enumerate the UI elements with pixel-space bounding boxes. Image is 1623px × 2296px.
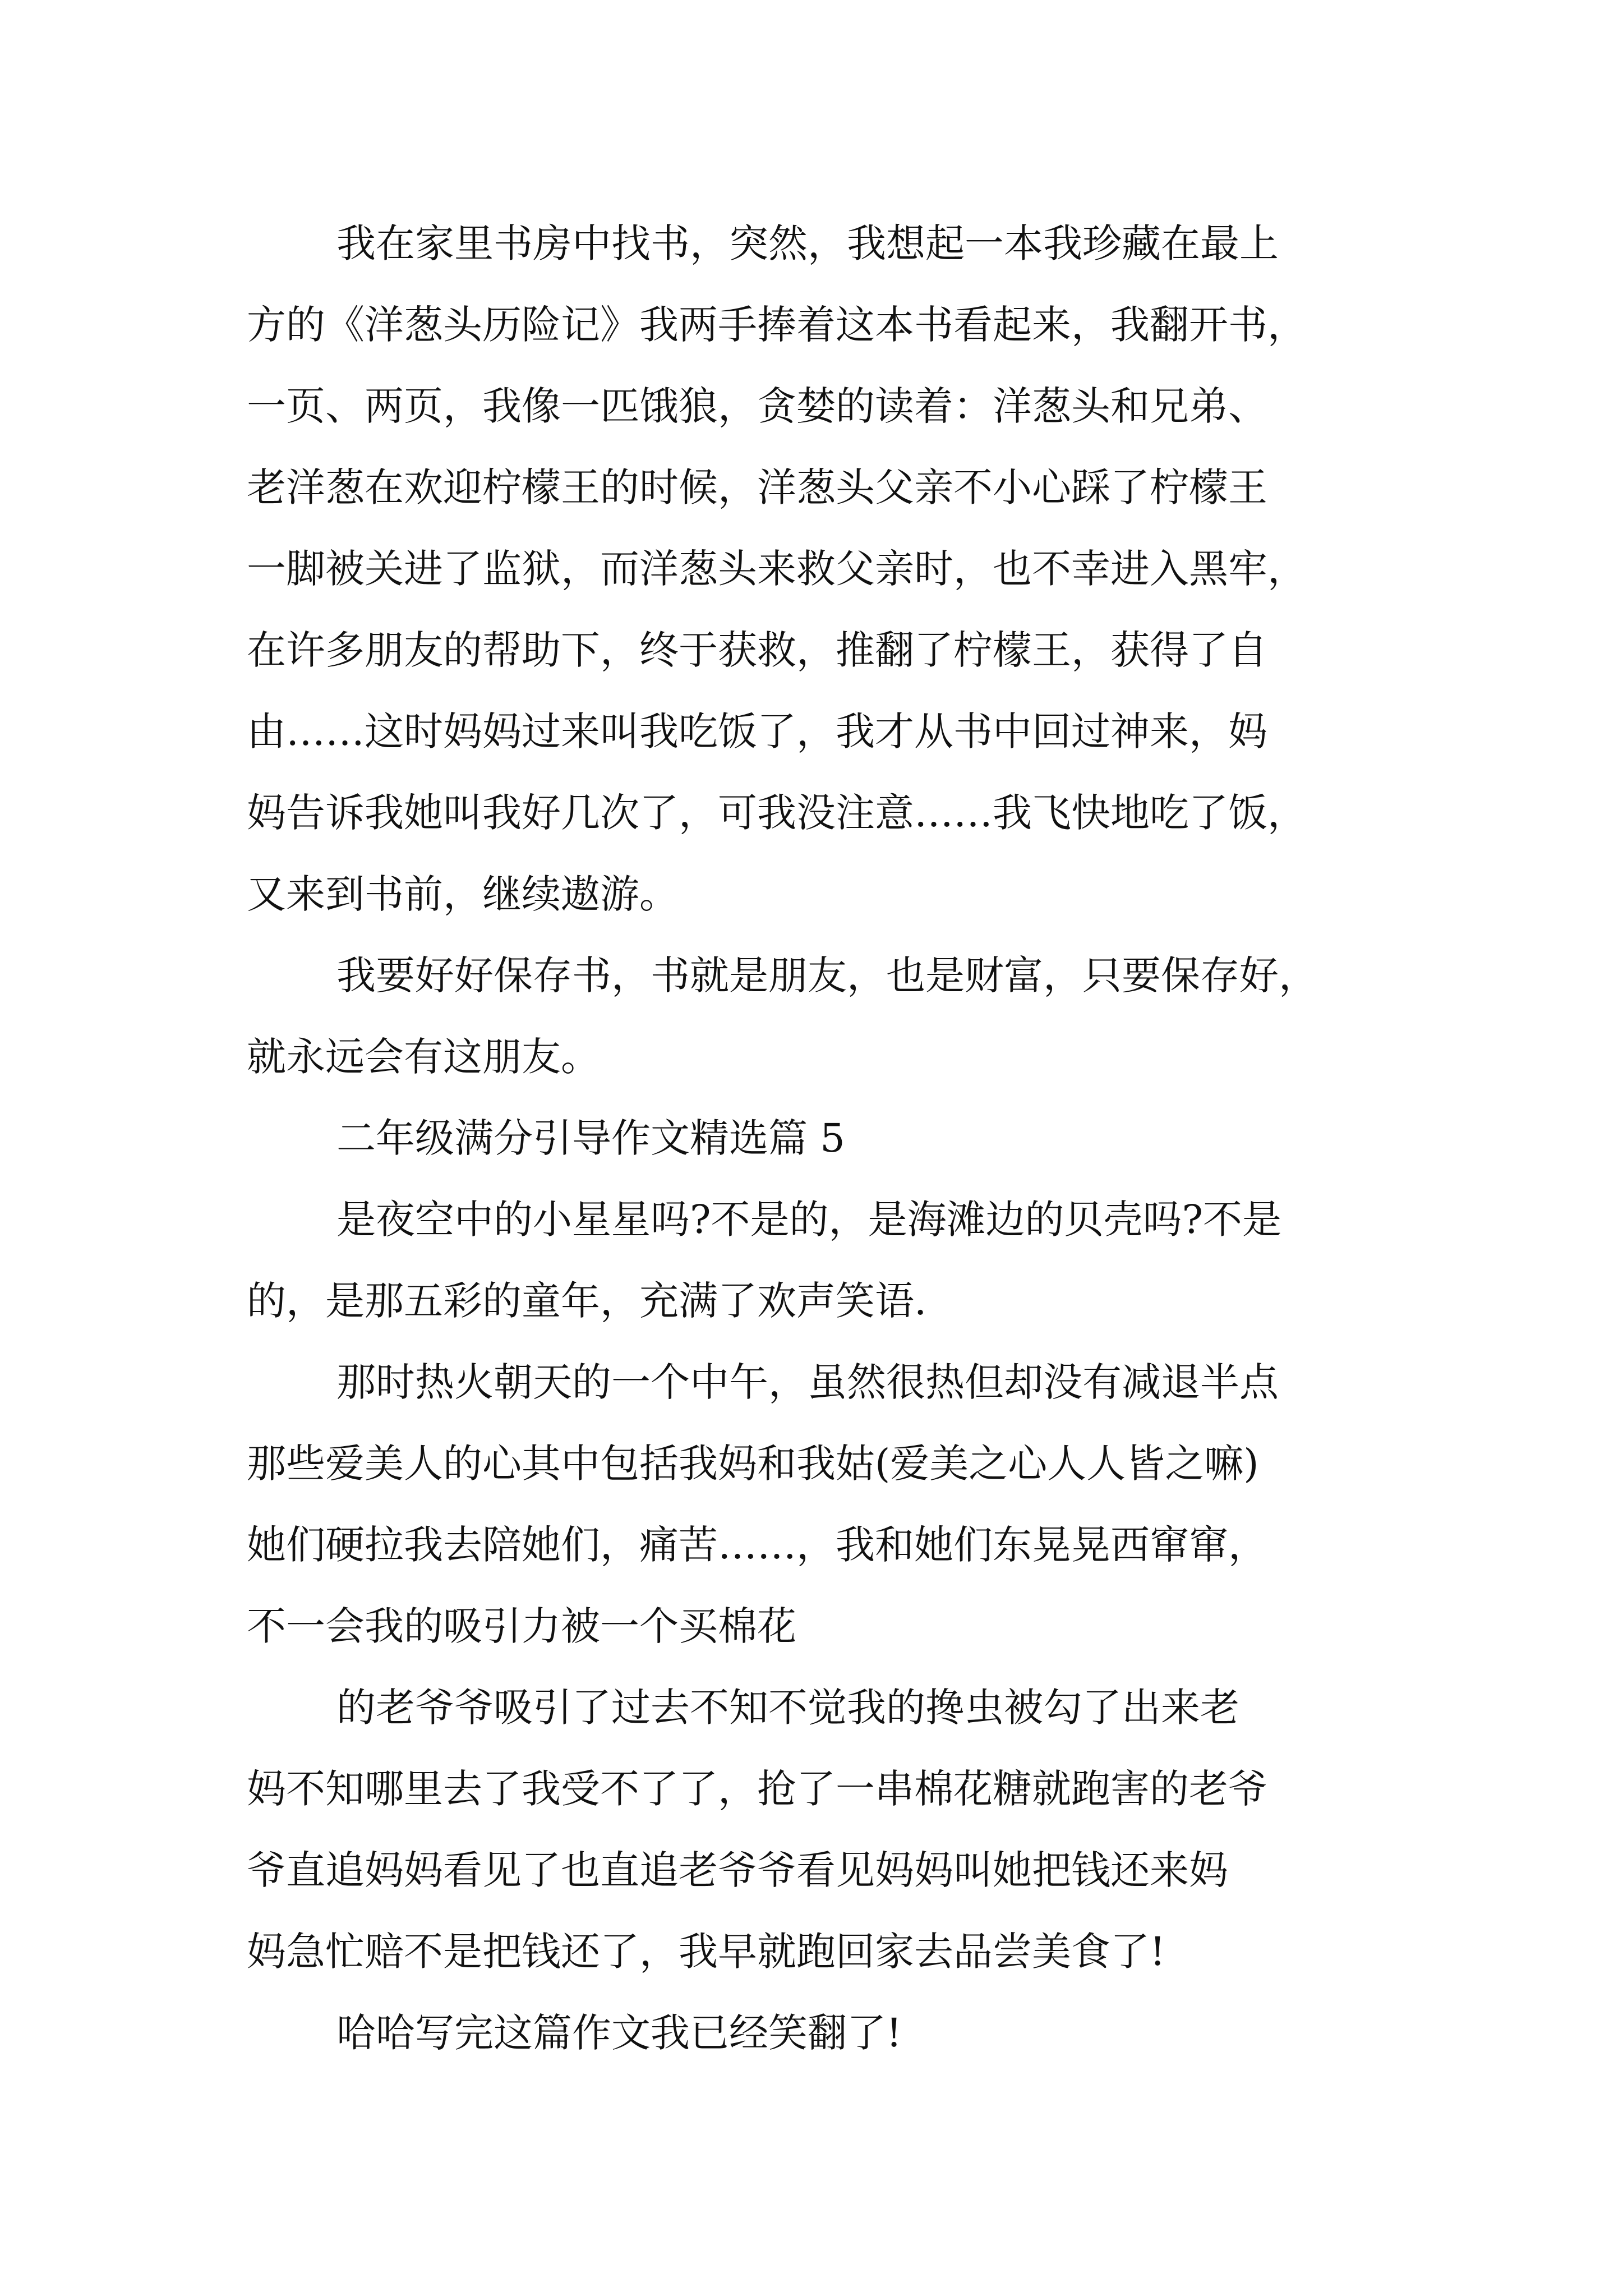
paragraph-1-line-7: 由……这时妈妈过来叫我吃饭了，我才从书中回过神来，妈	[247, 708, 1267, 754]
paragraph-5-line-3: 爷直追妈妈看见了也直追老爷爷看见妈妈叫她把钱还来妈	[247, 1847, 1228, 1893]
paragraph-6-line-1: 哈哈写完这篇作文我已经笑翻了!	[336, 2010, 902, 2056]
paragraph-5-line-2: 妈不知哪里去了我受不了了，抢了一串棉花糖就跑害的老爷	[247, 1766, 1267, 1812]
paragraph-1-line-8: 妈告诉我她叫我好几次了，可我没注意……我飞快地吃了饭，	[247, 790, 1307, 836]
paragraph-3-line-1: 是夜空中的小星星吗?不是的，是海滩边的贝壳吗?不是	[336, 1197, 1282, 1243]
paragraph-1-line-4: 老洋葱在欢迎柠檬王的时候，洋葱头父亲不小心踩了柠檬王	[247, 464, 1267, 510]
paragraph-3-line-2: 的，是那五彩的童年，充满了欢声笑语.	[247, 1278, 927, 1324]
paragraph-1-line-6: 在许多朋友的帮助下，终于获救，推翻了柠檬王，获得了自	[247, 627, 1267, 673]
paragraph-4-line-3: 她们硬拉我去陪她们，痛苦……，我和她们东晃晃西窜窜，	[247, 1522, 1267, 1568]
paragraph-4-line-4: 不一会我的吸引力被一个买棉花	[247, 1603, 796, 1649]
paragraph-4-line-2: 那些爱美人的心其中包括我妈和我姑(爱美之心人人皆之嘛)	[247, 1441, 1259, 1487]
paragraph-2-line-2: 就永远会有这朋友。	[247, 1034, 600, 1080]
section-heading: 二年级满分引导作文精选篇 5	[336, 1115, 845, 1161]
paragraph-5-line-1: 的老爷爷吸引了过去不知不觉我的搀虫被勾了出来老	[336, 1685, 1239, 1731]
paragraph-1-line-9: 又来到书前，继续遨游。	[247, 871, 679, 917]
paragraph-5-line-4: 妈急忙赔不是把钱还了，我早就跑回家去品尝美食了!	[247, 1929, 1166, 1975]
paragraph-2-line-1: 我要好好保存书，书就是朋友，也是财富，只要保存好，	[336, 953, 1318, 999]
paragraph-4-line-1: 那时热火朝天的一个中午，虽然很热但却没有减退半点	[336, 1359, 1279, 1405]
paragraph-1-line-3: 一页、两页，我像一匹饿狼，贪婪的读着：洋葱头和兄弟、	[247, 383, 1267, 429]
paragraph-1-line-5: 一脚被关进了监狱，而洋葱头来救父亲时，也不幸进入黑牢，	[247, 546, 1307, 592]
paragraph-1-line-1: 我在家里书房中找书，突然，我想起一本我珍藏在最上	[336, 220, 1279, 266]
paragraph-1-line-2: 方的《洋葱头历险记》我两手捧着这本书看起来，我翻开书，	[247, 302, 1307, 348]
